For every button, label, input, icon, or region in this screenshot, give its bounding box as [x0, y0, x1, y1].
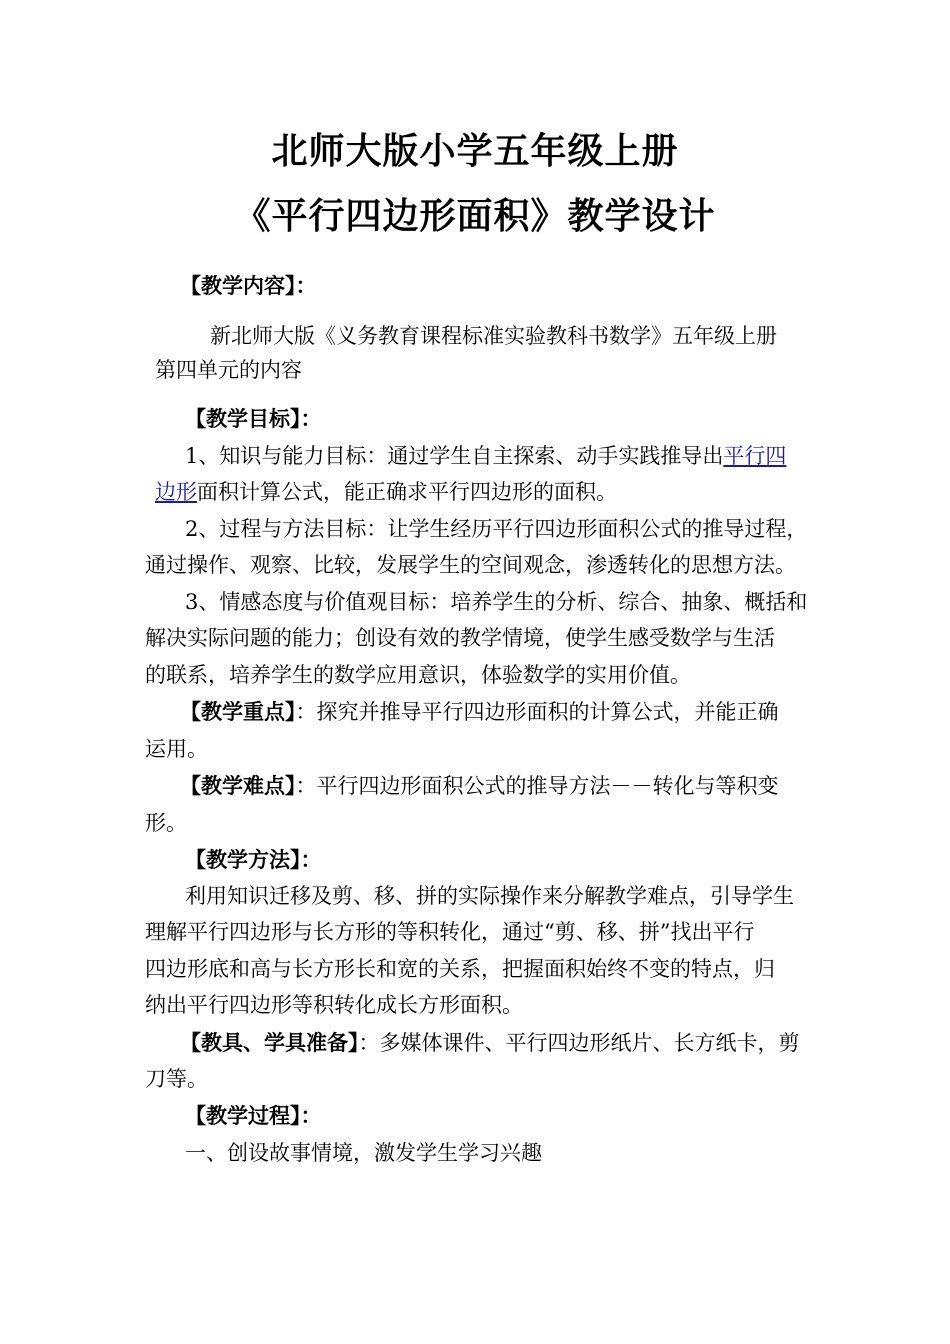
key-line-2: 运用。 — [145, 737, 208, 761]
heading-content: 【教学内容】： — [180, 274, 317, 298]
heading-tools: 【教具、学具准备】 — [180, 1031, 359, 1055]
goal-1-line-2 — [155, 474, 617, 510]
method-line-3: 四边形底和高与长方形长和宽的关系，把握面积始终不变的特点，归 — [145, 957, 775, 981]
tools-text: ：多媒体课件、平行四边形纸片、长方纸卡，剪 — [358, 1031, 800, 1055]
title-line-2: 《平行四边形面积》教学设计 — [234, 196, 716, 237]
content-line-1: 新北师大版《义务教育课程标准实验教科书数学》五年级上册 — [210, 324, 777, 348]
heading-key: 【教学重点】 — [180, 700, 296, 724]
goal-1-text-cont: 面积计算公式，能正确求平行四边形的面积。 — [197, 480, 617, 504]
goal-3-line-2: 解决实际问题的能力；创设有效的教学情境，使学生感受数学与生活 — [145, 626, 775, 650]
key-text: ：探究并推导平行四边形面积的计算公式，并能正确 — [295, 700, 779, 724]
goal-1-line-1 — [185, 438, 786, 474]
method-line-4: 纳出平行四边形等积转化成长方形面积。 — [145, 993, 523, 1017]
title-line-1: 北师大版小学五年级上册 — [271, 131, 679, 172]
goal-2-line-2: 通过操作、观察、比较，发展学生的空间观念，渗透转化的思想方法。 — [145, 553, 796, 577]
goal-1-link-cont[interactable]: 边形 — [155, 480, 197, 504]
method-line-2: 理解平行四边形与长方形的等积转化，通过“剪、移、拼”找出平行 — [145, 920, 755, 944]
heading-goals: 【教学目标】： — [185, 407, 322, 431]
difficulty-text: ：平行四边形面积公式的推导方法－－转化与等积变 — [295, 774, 779, 798]
heading-difficulty: 【教学难点】 — [180, 774, 296, 798]
content-line-2: 第四单元的内容 — [155, 358, 302, 382]
goal-2-line-1: 2、过程与方法目标：让学生经历平行四边形面积公式的推导过程， — [185, 517, 808, 541]
goal-3-line-1: 3、情感态度与价值观目标：培养学生的分析、综合、抽象、概括和 — [185, 590, 808, 614]
heading-method: 【教学方法】： — [185, 848, 322, 872]
method-line-1: 利用知识迁移及剪、移、拼的实际操作来分解教学难点，引导学生 — [185, 884, 794, 908]
key-line-1 — [180, 694, 779, 730]
difficulty-line-2: 形。 — [145, 811, 187, 835]
goal-1-link[interactable]: 平行四 — [723, 444, 787, 468]
process-line-1: 一、创设故事情境，激发学生学习兴趣 — [185, 1141, 542, 1165]
difficulty-line-1 — [180, 768, 779, 804]
tools-line-1 — [180, 1025, 800, 1061]
goal-1-text: 1、知识与能力目标：通过学生自主探索、动手实践推导出 — [185, 444, 724, 468]
tools-line-2: 刀等。 — [145, 1067, 208, 1091]
heading-process: 【教学过程】： — [185, 1104, 322, 1128]
goal-3-line-3: 的联系，培养学生的数学应用意识，体验数学的实用价值。 — [145, 663, 691, 687]
